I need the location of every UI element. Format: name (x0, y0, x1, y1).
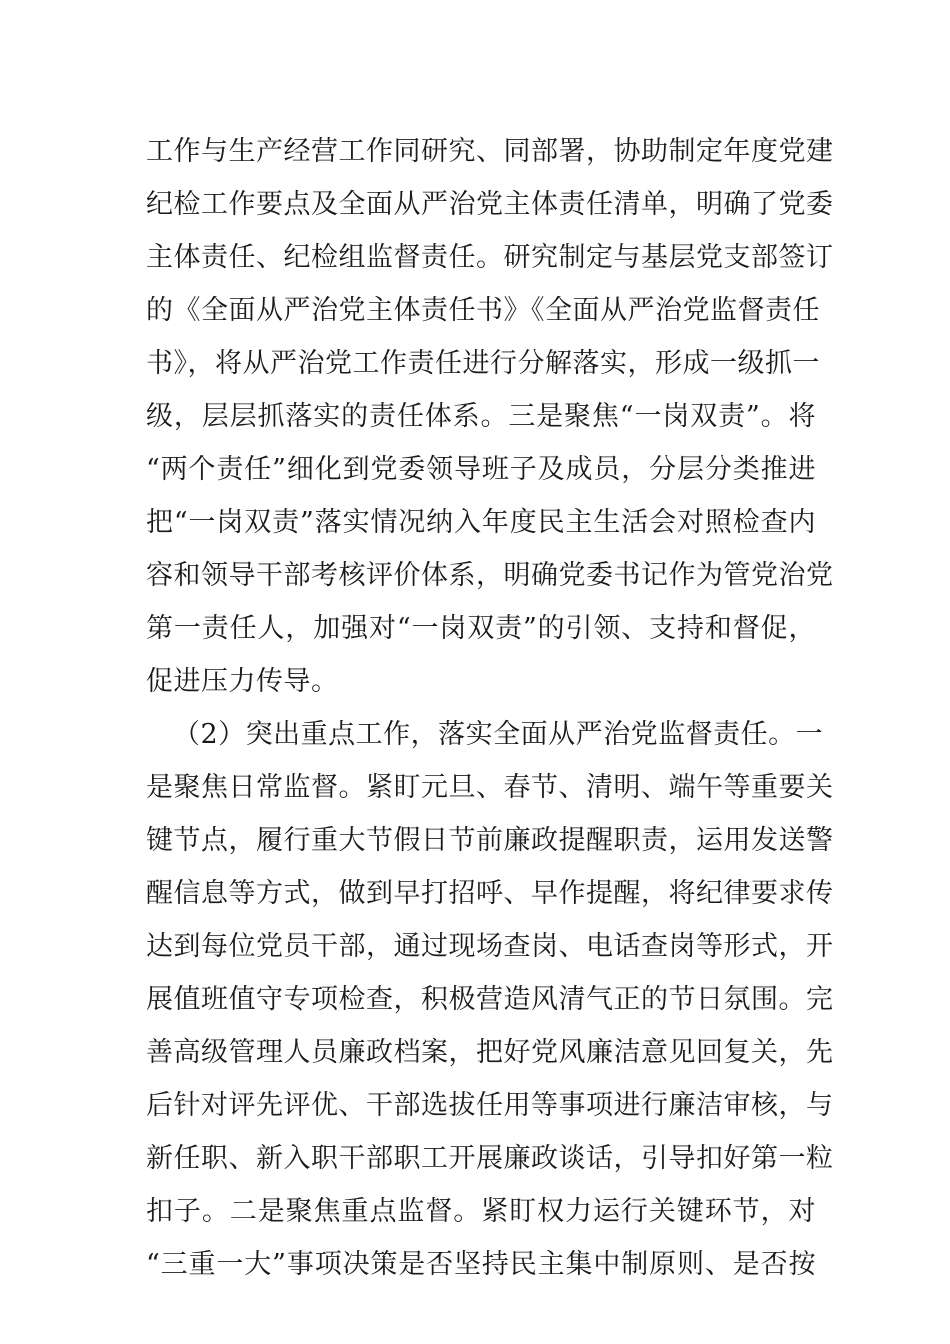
body-text (146, 125, 834, 1291)
text-line: 书》，将从严治党工作责任进行分解落实，形成一级抓一 (146, 348, 820, 379)
text-line: 新任职、新入职干部职工开展廉政谈话，引导扣好第一粒 (146, 1143, 834, 1174)
text-line: 后针对评先评优、干部选拔任用等事项进行廉洁审核，与 (146, 1090, 834, 1121)
text-line: 是聚焦日常监督。紧盯元旦、春节、清明、端午等重要关 (146, 772, 834, 803)
text-line-paragraph-start: （2）突出重点工作，落实全面从严治党监督责任。一 (173, 719, 824, 750)
text-line: 第一责任人，加强对“一岗双责”的引领、支持和督促， (146, 613, 816, 644)
text-line: “两个责任”细化到党委领导班子及成员，分层分类推进 (146, 454, 816, 485)
text-line: 把“一岗双责”落实情况纳入年度民主生活会对照检查内 (146, 507, 816, 538)
text-line: 工作与生产经营工作同研究、同部署，协助制定年度党建 (146, 136, 834, 167)
text-line: 的《全面从严治党主体责任书》《全面从严治党监督责任 (146, 295, 820, 326)
text-line: 键节点，履行重大节假日节前廉政提醒职责，运用发送警 (146, 825, 834, 856)
text-line: 达到每位党员干部，通过现场查岗、电话查岗等形式，开 (146, 931, 834, 962)
text-line: 醒信息等方式，做到早打招呼、早作提醒，将纪律要求传 (146, 878, 834, 909)
text-line: 纪检工作要点及全面从严治党主体责任清单，明确了党委 (146, 189, 834, 220)
text-line: “三重一大”事项决策是否坚持民主集中制原则、是否按 (146, 1249, 816, 1280)
text-line: 展值班值守专项检查，积极营造风清气正的节日氛围。完 (146, 984, 834, 1015)
text-line: 扣子。二是聚焦重点监督。紧盯权力运行关键环节，对 (146, 1196, 816, 1227)
text-line: 主体责任、纪检组监督责任。研究制定与基层党支部签订 (146, 242, 834, 273)
text-line: 善高级管理人员廉政档案，把好党风廉洁意见回复关，先 (146, 1037, 834, 1068)
text-line-paragraph-end: 促进压力传导。 (146, 666, 339, 697)
text-line: 级，层层抓落实的责任体系。三是聚焦“一岗双责”。将 (146, 401, 816, 432)
text-line: 容和领导干部考核评价体系，明确党委书记作为管党治党 (146, 560, 834, 591)
